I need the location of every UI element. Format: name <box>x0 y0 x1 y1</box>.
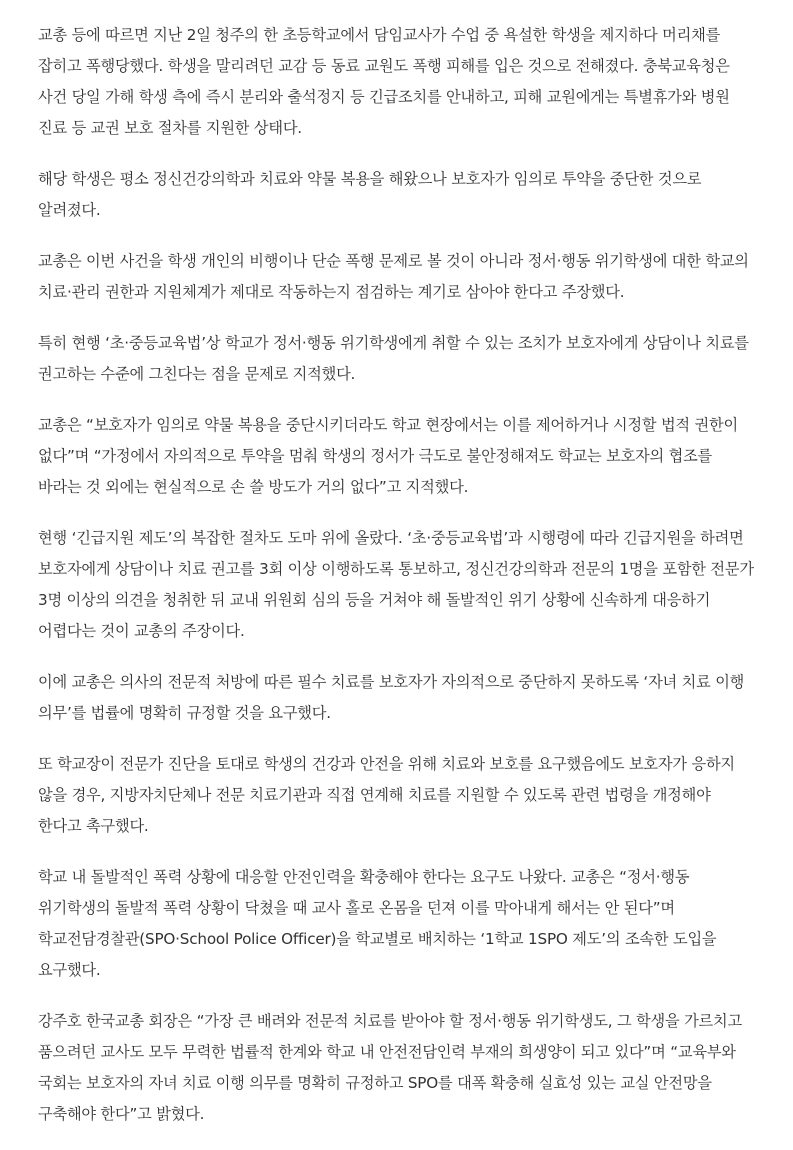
article-paragraph: 교총 등에 따르면 지난 2일 청주의 한 초등학교에서 담임교사가 수업 중 욕설한 학생을 제지하다 머리채를 잡히고 폭행당했다. 학생을 말리려던 교감 등 동료 교원도 폭행 피해를 입은 것으로 전해졌다. 충북교육청은 사건 당일 가해 학생 측에 즉시 분리와 출석정지 등 긴급조치를 안내하고, 피해 교원에게는 특별휴가와 병원 진료 등 교권 보호 절차를 지원한 상태다. <box>38 26 730 137</box>
article-paragraph: 교총은 “보호자가 임의로 약물 복용을 중단시키더라도 학교 현장에서는 이를 제어하거나 시정할 법적 권한이 없다”며 “가정에서 자의적으로 투약을 멈춰 학생의 정서가 극도로 불안정해져도 학교는 보호자의 협조를 바라는 것 외에는 현실적으로 손 쓸 방도가 거의 없다”고 지적했다. <box>38 416 738 496</box>
article-paragraph: 또 학교장이 전문가 진단을 토대로 학생의 건강과 안전을 위해 치료와 보호를 요구했음에도 보호자가 응하지 않을 경우, 지방자치단체나 전문 치료기관과 직접 연계해 치료를 지원할 수 있도록 관련 법령을 개정해야 한다고 촉구했다. <box>38 755 735 835</box>
article-paragraph: 특히 현행 ‘초·중등교육법’상 학교가 정서·행동 위기학생에게 취할 수 있는 조치가 보호자에게 상담이나 치료를 권고하는 수준에 그친다는 점을 문제로 지적했다. <box>38 334 749 383</box>
article-paragraph: 강주호 한국교총 회장은 “가장 큰 배려와 전문적 치료를 받아야 할 정서·행동 위기학생도, 그 학생을 가르치고 품으려던 교사도 모두 무력한 법률적 한계와 학교 내 안전전담인력 부재의 희생양이 되고 있다”며 “교육부와 국회는 보호자의 자녀 치료 이행 의무를 명확히 규정하고 SPO를 대폭 확충해 실효성 있는 교실 안전망을 구축해야 한다”고 밝혔다. <box>38 1012 742 1123</box>
article-paragraph: 현행 ‘긴급지원 제도’의 복잡한 절차도 도마 위에 올랐다. ‘초·중등교육법’과 시행령에 따라 긴급지원을 하려면 보호자에게 상담이나 치료 권고를 3회 이상 이행하도록 통보하고, 정신건강의학과 전문의 1명을 포함한 전문가 3명 이상의 의견을 청취한 뒤 교내 위원회 심의 등을 거쳐야 해 돌발적인 위기 상황에 신속하게 대응하기 어렵다는 것이 교총의 주장이다. <box>38 529 754 640</box>
article-paragraph: 이에 교총은 의사의 전문적 처방에 따른 필수 치료를 보호자가 자의적으로 중단하지 못하도록 ‘자녀 치료 이행 의무’를 법률에 명확히 규정할 것을 요구했다. <box>38 673 745 722</box>
article-paragraph: 해당 학생은 평소 정신건강의학과 치료와 약물 복용을 해왔으나 보호자가 임의로 투약을 중단한 것으로 알려졌다. <box>38 170 702 219</box>
article-paragraph: 학교 내 돌발적인 폭력 상황에 대응할 안전인력을 확충해야 한다는 요구도 나왔다. 교총은 “정서·행동 위기학생의 돌발적 폭력 상황이 닥쳤을 때 교사 홀로 온몸을 던져 이를 막아내게 해서는 안 된다”며 학교전담경찰관(SPO·School Police Officer)을 학교별로 배치하는 ‘1학교 1SPO 제도’의 조속한 도입을 요구했다. <box>38 868 717 979</box>
article-body <box>38 20 754 1150</box>
article-paragraph: 교총은 이번 사건을 학생 개인의 비행이나 단순 폭행 문제로 볼 것이 아니라 정서·행동 위기학생에 대한 학교의 치료·관리 권한과 지원체계가 제대로 작동하는지 점검하는 계기로 삼아야 한다고 주장했다. <box>38 252 749 301</box>
